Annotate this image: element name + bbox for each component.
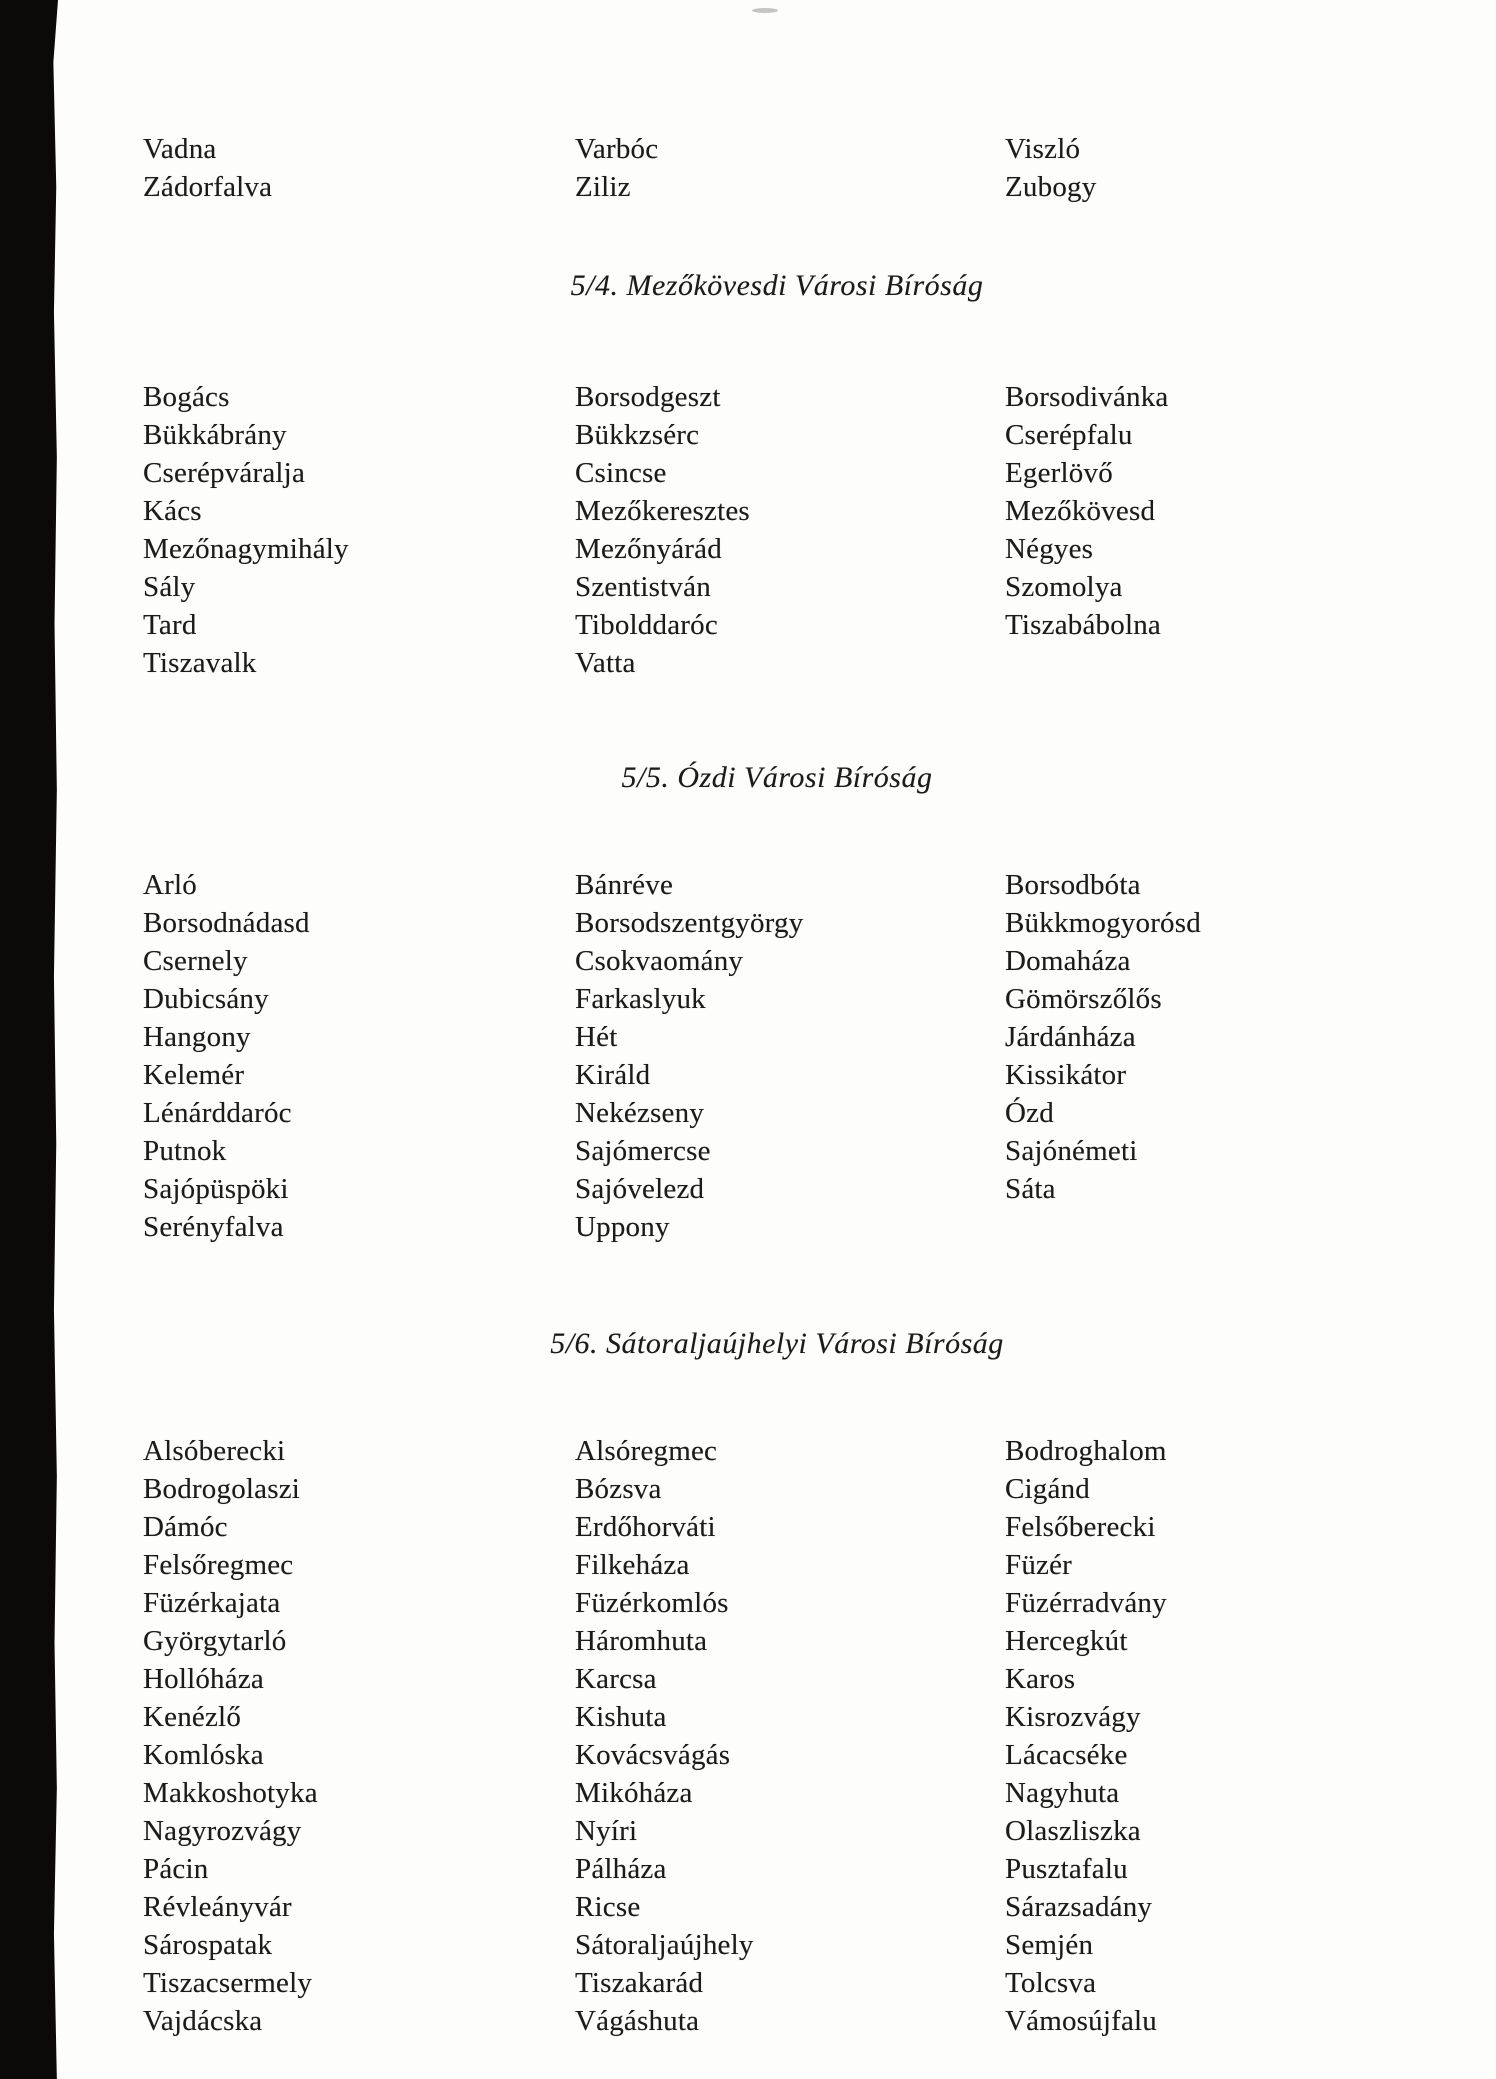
town-name: Kishuta bbox=[575, 1701, 667, 1733]
town-name: Sajómercse bbox=[575, 1135, 711, 1167]
section-title: 5/4. Mezőkövesdi Városi Bíróság bbox=[570, 269, 984, 302]
town-name: Mezőkövesd bbox=[1005, 495, 1156, 527]
town-name: Nagyrozvágy bbox=[143, 1815, 302, 1847]
town-name: Pácin bbox=[143, 1853, 209, 1885]
town-name: Kelemér bbox=[143, 1059, 245, 1091]
town-name: Sajóvelezd bbox=[575, 1173, 705, 1205]
town-name: Füzérkajata bbox=[143, 1587, 281, 1619]
town-column bbox=[1005, 866, 1201, 1208]
town-name: Csincse bbox=[575, 457, 667, 489]
town-name: Alsóregmec bbox=[575, 1435, 718, 1467]
town-name: Sajónémeti bbox=[1005, 1135, 1138, 1167]
town-name: Makkoshotyka bbox=[143, 1777, 318, 1809]
town-name: Borsodbóta bbox=[1005, 869, 1141, 901]
town-name: Karos bbox=[1005, 1663, 1076, 1695]
town-name: Kovácsvágás bbox=[575, 1739, 731, 1771]
town-name: Ricse bbox=[575, 1891, 641, 1923]
town-name: Kisrozvágy bbox=[1005, 1701, 1141, 1733]
town-name: Tiszakarád bbox=[575, 1967, 704, 1999]
town-name: Járdánháza bbox=[1005, 1021, 1136, 1053]
town-name: Bodrogolaszi bbox=[143, 1473, 301, 1505]
town-name: Komlóska bbox=[143, 1739, 264, 1771]
town-name: Erdőhorváti bbox=[575, 1511, 716, 1543]
town-column bbox=[143, 378, 349, 682]
town-name: Gömörszőlős bbox=[1005, 983, 1162, 1015]
town-name: Borsodszentgyörgy bbox=[575, 907, 804, 939]
town-name: Cserépfalu bbox=[1005, 419, 1133, 451]
town-name: Mezőnagymihály bbox=[143, 533, 349, 565]
town-name: Zádorfalva bbox=[143, 171, 273, 203]
town-name: Hét bbox=[575, 1021, 618, 1053]
town-name: Kács bbox=[143, 495, 202, 527]
town-name: Filkeháza bbox=[575, 1549, 690, 1581]
town-name: Sáta bbox=[1005, 1173, 1056, 1205]
town-name: Tibolddaróc bbox=[575, 609, 718, 641]
town-name: Zubogy bbox=[1005, 171, 1097, 203]
town-name: Szentistván bbox=[575, 571, 711, 603]
town-name: Varbóc bbox=[575, 133, 659, 165]
town-name: Vágáshuta bbox=[575, 2005, 700, 2037]
town-name: Négyes bbox=[1005, 533, 1094, 565]
town-name: Tiszabábolna bbox=[1005, 609, 1161, 641]
town-name: Vajdácska bbox=[143, 2005, 263, 2037]
town-name: Vámosújfalu bbox=[1005, 2005, 1158, 2037]
town-name: Vadna bbox=[143, 133, 217, 165]
town-column bbox=[143, 866, 310, 1246]
town-name: Szomolya bbox=[1005, 571, 1123, 603]
town-name: Sárospatak bbox=[143, 1929, 273, 1961]
town-column bbox=[143, 130, 272, 206]
town-name: Vatta bbox=[575, 647, 636, 679]
town-name: Bodroghalom bbox=[1005, 1435, 1167, 1467]
town-name: Domaháza bbox=[1005, 945, 1131, 977]
town-name: Királd bbox=[575, 1059, 651, 1091]
town-name: Tiszavalk bbox=[143, 647, 257, 679]
town-name: Sály bbox=[143, 571, 196, 603]
town-column bbox=[1005, 130, 1096, 206]
town-name: Egerlövő bbox=[1005, 457, 1113, 489]
section-title: 5/6. Sátoraljaújhelyi Városi Bíróság bbox=[550, 1327, 1004, 1360]
town-name: Serényfalva bbox=[143, 1211, 284, 1243]
town-name: Semjén bbox=[1005, 1929, 1094, 1961]
town-name: Bogács bbox=[143, 381, 230, 413]
town-name: Bánréve bbox=[575, 869, 674, 901]
town-name: Dámóc bbox=[143, 1511, 228, 1543]
town-name: Hercegkút bbox=[1005, 1625, 1128, 1657]
town-name: Uppony bbox=[575, 1211, 670, 1243]
town-name: Viszló bbox=[1005, 133, 1081, 165]
town-name: Ózd bbox=[1005, 1097, 1054, 1129]
town-name: Alsóberecki bbox=[143, 1435, 286, 1467]
town-name: Olaszliszka bbox=[1005, 1815, 1141, 1847]
town-column bbox=[575, 130, 658, 206]
town-name: Pusztafalu bbox=[1005, 1853, 1128, 1885]
town-name: Füzér bbox=[1005, 1549, 1073, 1581]
town-name: Nekézseny bbox=[575, 1097, 705, 1129]
town-column bbox=[143, 1432, 318, 2040]
town-name: Hollóháza bbox=[143, 1663, 264, 1695]
town-name: Karcsa bbox=[575, 1663, 657, 1695]
town-name: Borsodnádasd bbox=[143, 907, 310, 939]
town-name: Györgytarló bbox=[143, 1625, 287, 1657]
town-name: Farkaslyuk bbox=[575, 983, 706, 1015]
town-name: Arló bbox=[143, 869, 197, 901]
town-name: Mikóháza bbox=[575, 1777, 693, 1809]
town-name: Füzérkomlós bbox=[575, 1587, 729, 1619]
town-column bbox=[575, 1432, 754, 2040]
town-name: Háromhuta bbox=[575, 1625, 708, 1657]
town-name: Hangony bbox=[143, 1021, 251, 1053]
town-name: Csokvaomány bbox=[575, 945, 744, 977]
town-name: Borsodgeszt bbox=[575, 381, 721, 413]
town-name: Bükkmogyorósd bbox=[1005, 907, 1201, 939]
town-name: Füzérradvány bbox=[1005, 1587, 1167, 1619]
town-name: Borsodivánka bbox=[1005, 381, 1169, 413]
town-name: Tiszacsermely bbox=[143, 1967, 313, 1999]
town-name: Lácacséke bbox=[1005, 1739, 1128, 1771]
town-column bbox=[1005, 378, 1169, 644]
town-name: Cigánd bbox=[1005, 1473, 1090, 1505]
town-column bbox=[575, 378, 750, 682]
town-name: Felsőberecki bbox=[1005, 1511, 1156, 1543]
town-name: Csernely bbox=[143, 945, 248, 977]
town-name: Felsőregmec bbox=[143, 1549, 294, 1581]
town-name: Lénárddaróc bbox=[143, 1097, 292, 1129]
scan-smudge-artifact bbox=[752, 8, 778, 13]
scan-gutter-artifact bbox=[0, 0, 58, 2079]
town-name: Mezőnyárád bbox=[575, 533, 722, 565]
town-name: Révleányvár bbox=[143, 1891, 292, 1923]
town-name: Kenézlő bbox=[143, 1701, 242, 1733]
town-name: Pálháza bbox=[575, 1853, 667, 1885]
town-name: Tolcsva bbox=[1005, 1967, 1097, 1999]
section-title: 5/5. Ózdi Városi Bíróság bbox=[621, 761, 933, 794]
town-name: Tard bbox=[143, 609, 197, 641]
town-name: Sárazsadány bbox=[1005, 1891, 1153, 1923]
town-name: Bózsva bbox=[575, 1473, 662, 1505]
town-column bbox=[575, 866, 803, 1246]
town-name: Sajópüspöki bbox=[143, 1173, 289, 1205]
town-name: Ziliz bbox=[575, 171, 631, 203]
town-name: Dubicsány bbox=[143, 983, 269, 1015]
town-name: Bükkábrány bbox=[143, 419, 287, 451]
town-name: Nagyhuta bbox=[1005, 1777, 1120, 1809]
town-name: Sátoraljaújhely bbox=[575, 1929, 754, 1961]
town-name: Kissikátor bbox=[1005, 1059, 1127, 1091]
town-name: Bükkzsérc bbox=[575, 419, 700, 451]
town-name: Putnok bbox=[143, 1135, 227, 1167]
town-name: Cserépváralja bbox=[143, 457, 306, 489]
town-column bbox=[1005, 1432, 1167, 2040]
town-name: Nyíri bbox=[575, 1815, 638, 1847]
town-name: Mezőkeresztes bbox=[575, 495, 750, 527]
